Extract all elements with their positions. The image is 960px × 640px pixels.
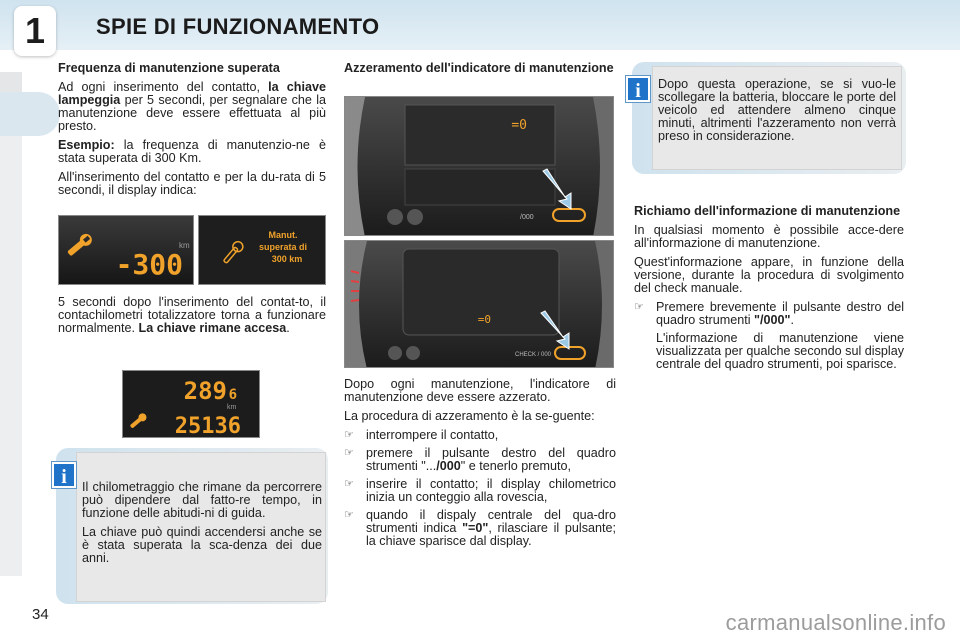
column-right xyxy=(634,205,904,377)
display-msg-line2: superata di xyxy=(258,242,308,252)
heading-maintenance-overdue: Frequenza di manutenzione superata xyxy=(58,61,280,75)
list-item: ☞ interrompere il contatto, xyxy=(344,428,499,442)
side-tab-active xyxy=(0,92,60,136)
list-item: ☞ premere il pulsante destro del quadro strumenti ".../000" e tenerlo premuto, xyxy=(344,446,616,473)
info-icon: i xyxy=(626,76,650,102)
info-paragraph: Il chilometraggio che rimane da percorrere può dipendere dal fatto-re tempo, in funzione delle abitudi-ni di guida. xyxy=(82,480,322,520)
list-item: ☞ Premere brevemente il pulsante destro del quadro strumenti "/000". xyxy=(634,300,904,327)
display-km-value: -300 xyxy=(115,248,183,281)
display-message-image xyxy=(198,215,326,285)
column-middle xyxy=(344,62,616,81)
list-item: ☞ inserire il contatto; il display chilometrico inizia un conteggio alla rovescia, xyxy=(344,477,616,504)
odometer-unit: km xyxy=(227,404,237,411)
chapter-number: 1 xyxy=(14,6,56,56)
column-left xyxy=(58,62,326,203)
paragraph: La procedura di azzeramento è la se-guente: xyxy=(344,409,595,423)
display-km-svg xyxy=(59,216,194,285)
hand-pointer-icon: ☞ xyxy=(634,301,644,313)
cluster-1-display: =0 xyxy=(511,118,527,133)
paragraph: L'informazione di manutenzione viene visualizzata per qualche secondo sul display centrale del quadro strumenti, poi sparisce. xyxy=(656,331,904,371)
info-text-right xyxy=(658,78,896,149)
column-left-lower xyxy=(58,296,326,341)
info-icon: i xyxy=(52,462,76,488)
display-msg-line1: Manut. xyxy=(268,230,298,240)
cluster-reset-image-2 xyxy=(344,240,614,368)
cluster-1-svg xyxy=(345,97,614,236)
cluster-reset-image-1 xyxy=(344,96,614,236)
cluster-2-svg xyxy=(345,241,614,368)
cluster-2-button-label: CHECK / 000 xyxy=(515,352,552,358)
paragraph-example: Esempio: la frequenza di manutenzio-ne è stata superata di 300 Km. xyxy=(58,138,326,165)
list-item: ☞ quando il dispaly centrale del qua-dro strumenti indica "=0", rilasciare il pulsante; la chiave sparisce dal display. xyxy=(344,508,617,548)
watermark: carmanualsonline.info xyxy=(725,610,946,635)
hand-pointer-icon: ☞ xyxy=(344,509,354,521)
hand-pointer-icon: ☞ xyxy=(344,478,354,490)
heading-recall: Richiamo dell'informazione di manutenzione xyxy=(634,204,901,218)
odometer-image xyxy=(122,370,260,438)
display-km-image xyxy=(58,215,194,285)
paragraph: All'inserimento del contatto e per la du-rata di 5 secondi, il display indica: xyxy=(58,170,326,197)
heading-reset: Azzeramento dell'indicatore di manutenzione xyxy=(344,61,614,75)
side-strip xyxy=(0,136,22,576)
page-number: 34 xyxy=(32,606,49,623)
page-title: SPIE DI FUNZIONAMENTO xyxy=(96,14,380,39)
paragraph: 5 secondi dopo l'inserimento del contat-to, il contachilometri totalizzatore torna a funzionare normalmente. La chiave rimane accesa. xyxy=(58,295,326,335)
hand-pointer-icon: ☞ xyxy=(344,447,354,459)
cluster-1-button-label: /000 xyxy=(520,214,534,221)
info-paragraph: Dopo questa operazione, se si vuo-le scollegare la batteria, bloccare le porte del veicolo ed attendere almeno cinque minuti, altrimenti l'azzeramento non verrà preso in considerazione. xyxy=(658,77,896,143)
paragraph: In qualsiasi momento è possibile acce-dere all'informazione di manutenzione. xyxy=(634,223,904,250)
hand-pointer-icon: ☞ xyxy=(344,429,354,441)
odometer-total: 25136 xyxy=(174,414,241,438)
paragraph: Dopo ogni manutenzione, l'indicatore di manutenzione deve essere azzerato. xyxy=(344,377,616,404)
column-middle-lower xyxy=(344,378,616,553)
display-message-svg xyxy=(199,216,326,285)
display-km-unit: km xyxy=(179,241,190,250)
display-msg-line3: 300 km xyxy=(271,254,303,264)
info-paragraph: La chiave può quindi accendersi anche se è stata superata la sca-denza dei due anni. xyxy=(82,525,322,565)
paragraph: Quest'informazione appare, in funzione della versione, durante la procedura di svolgimento del check manuale. xyxy=(634,255,904,295)
odometer-trip: 289 xyxy=(183,377,227,405)
info-text-left xyxy=(82,481,322,571)
paragraph: Ad ogni inserimento del contatto, la chiave lampeggia per 5 secondi, per segnalare che la manutenzione deve essere effettuata al più presto. xyxy=(58,80,326,133)
cluster-2-display: =0 xyxy=(477,313,491,326)
odometer-trip-decimal: 6 xyxy=(228,387,237,403)
odometer-svg xyxy=(123,371,260,438)
